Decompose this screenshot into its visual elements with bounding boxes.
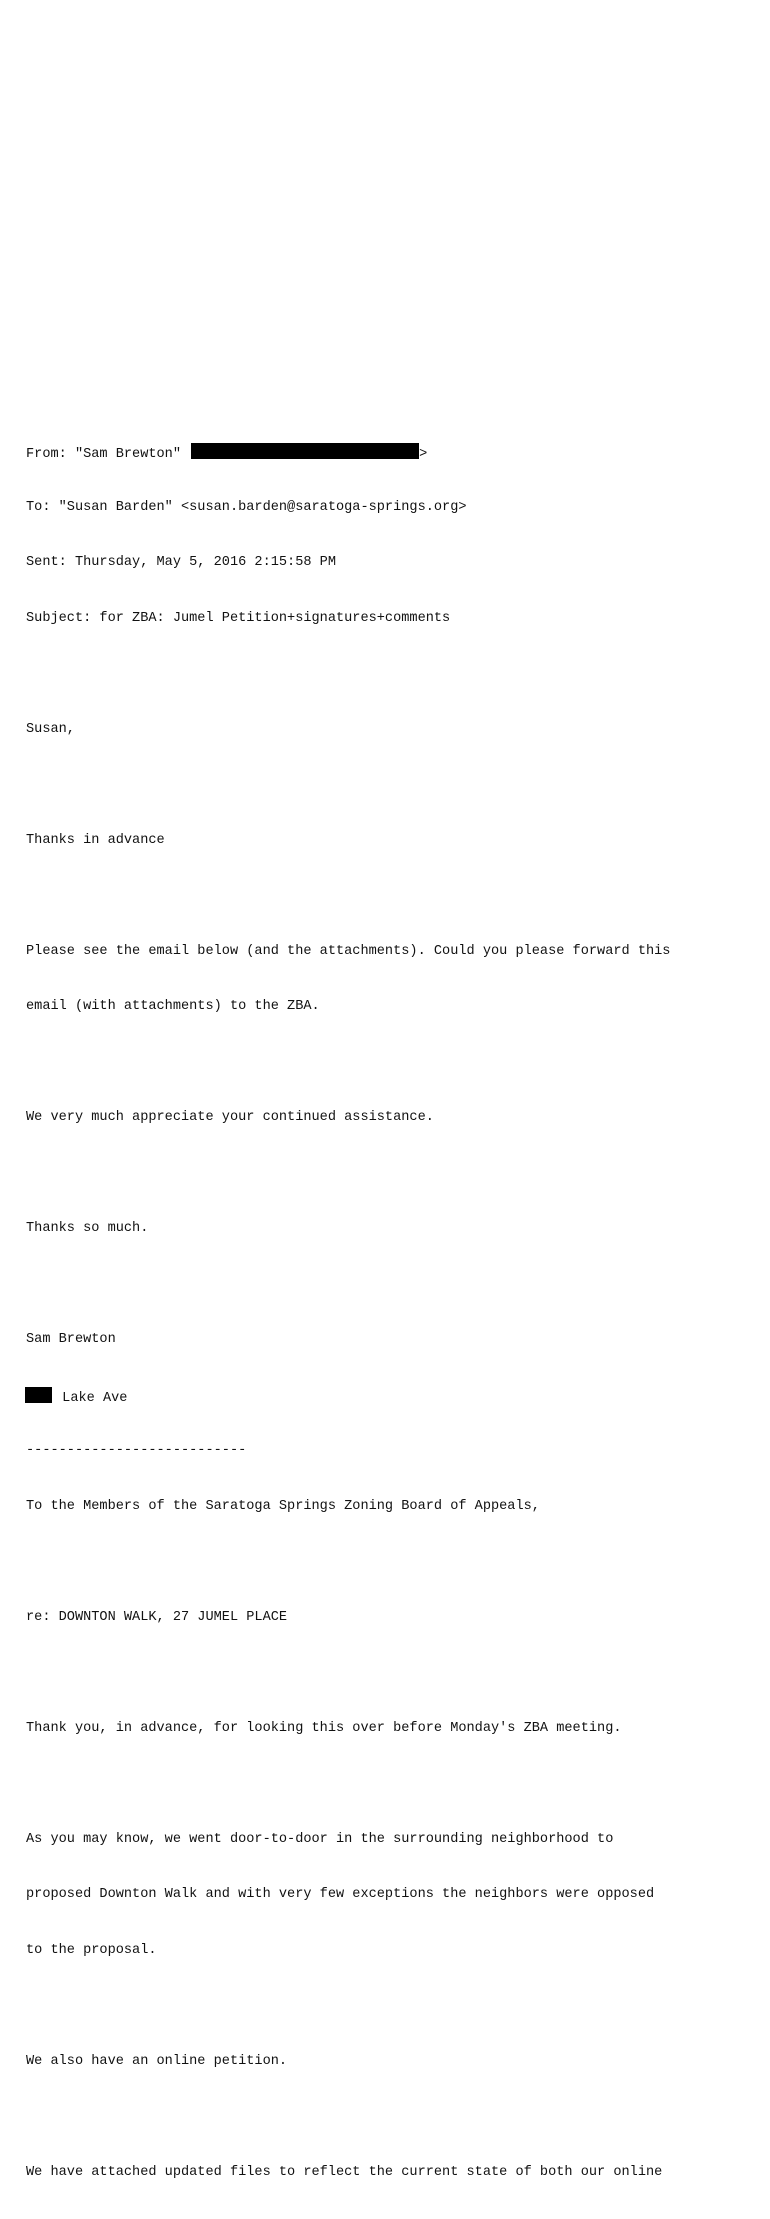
from-line [26, 443, 756, 462]
blank-line [26, 887, 756, 906]
paragraph-line: As you may know, we went door-to-door in the surrounding neighborhood to [26, 1831, 614, 1847]
blank-line [26, 1276, 756, 1295]
paragraph-line: Please see the email below (and the attachments). Could you please forward this [26, 943, 671, 959]
to-line: To: "Susan Barden" <susan.barden@saratoga-springs.org> [26, 499, 467, 515]
blank-line [26, 776, 756, 795]
paragraph-line: We have attached updated files to reflect the current state of both our online [26, 2164, 663, 2180]
separator: --------------------------- [26, 1443, 247, 1458]
blank-line [26, 1997, 756, 2016]
blank-line [26, 1165, 756, 1184]
email-text [26, 406, 756, 2219]
greeting: Susan, [26, 721, 75, 737]
paragraph-line: to the proposal. [26, 1942, 157, 1958]
address-line: To the Members of the Saratoga Springs Zoning Board of Appeals, [26, 1498, 540, 1514]
redacted-street-number [25, 1387, 52, 1403]
appreciate-line: We very much appreciate your continued assistance. [26, 1110, 434, 1125]
from-prefix: From: "Sam Brewton" [26, 447, 190, 462]
signature-street-line [26, 1387, 756, 1406]
blank-line [26, 665, 756, 684]
blank-line [26, 1054, 756, 1073]
from-suffix: > [419, 447, 428, 462]
signature-name: Sam Brewton [26, 1332, 116, 1347]
signature-street: Lake Ave [54, 1390, 128, 1406]
blank-line [26, 1664, 756, 1683]
thanks-much: Thanks so much. [26, 1221, 149, 1236]
paragraph-line: proposed Downton Walk and with very few exceptions the neighbors were opposed [26, 1887, 655, 1902]
redacted-email-block [191, 443, 419, 459]
blank-line [26, 2108, 756, 2127]
sent-line: Sent: Thursday, May 5, 2016 2:15:58 PM [26, 555, 336, 570]
re-line: re: DOWNTON WALK, 27 JUMEL PLACE [26, 1609, 288, 1625]
subject-line: Subject: for ZBA: Jumel Petition+signatures+comments [26, 610, 451, 626]
paragraph-line: email (with attachments) to the ZBA. [26, 999, 320, 1014]
petition-line: We also have an online petition. [26, 2053, 288, 2069]
thank-you-line: Thank you, in advance, for looking this over before Monday's ZBA meeting. [26, 1720, 622, 1736]
blank-line [26, 1553, 756, 1572]
blank-line [26, 1775, 756, 1794]
thanks-advance: Thanks in advance [26, 832, 165, 848]
